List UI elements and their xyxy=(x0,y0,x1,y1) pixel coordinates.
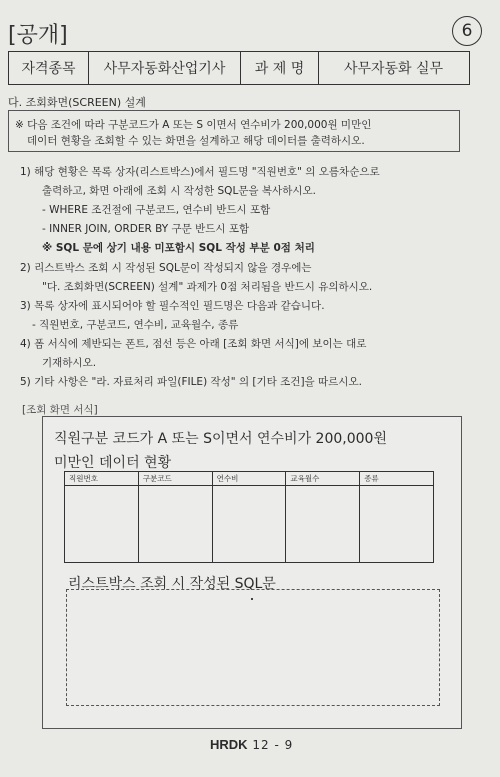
listbox-column xyxy=(286,472,360,562)
footer xyxy=(210,737,293,752)
sql-label: 리스트박스 조회 시 작성된 SQL문 xyxy=(68,576,276,592)
instruction-item: 1) 해당 현황은 목록 상자(리스트박스)에서 필드명 "직원번호" 의 오름차순으로 xyxy=(20,166,380,178)
listbox-column xyxy=(360,472,433,562)
cursor-dot xyxy=(251,598,253,600)
notice-box xyxy=(8,110,460,152)
header-cell-task-label: 과 제 명 xyxy=(241,52,319,84)
header-cell-task-value: 사무자동화 실무 xyxy=(343,61,444,77)
listbox-column xyxy=(65,472,139,562)
listbox-column xyxy=(213,472,287,562)
column-header: 직원번호 xyxy=(65,472,138,486)
listbox-table[interactable] xyxy=(64,471,434,563)
form-title-line2: 미만인 데이터 현황 xyxy=(54,455,172,471)
instruction-item: 2) 리스트박스 조회 시 작성된 SQL문이 작성되지 않을 경우에는 xyxy=(20,262,312,274)
form-title-line1: 직원구분 코드가 A 또는 S이면서 연수비가 200,000원 xyxy=(54,431,387,447)
listbox-column xyxy=(139,472,213,562)
sql-textbox[interactable] xyxy=(66,589,440,706)
hrdk-logo: HRDK xyxy=(210,737,248,752)
page-number-circle xyxy=(452,16,482,46)
instruction-item: ※ SQL 문에 상기 내용 미포함시 SQL 작성 부분 0점 처리 xyxy=(42,242,315,254)
instruction-item: - 직원번호, 구분코드, 연수비, 교육월수, 종류 xyxy=(32,319,239,331)
instruction-item: 기재하시오. xyxy=(42,357,97,369)
header-cell-qualification-value: 사무자동화산업기사 xyxy=(89,52,241,84)
public-label: [공개] xyxy=(8,23,68,48)
column-header: 연수비 xyxy=(213,472,286,486)
page-number: 6 xyxy=(461,21,473,41)
section-title: 다. 조회화면(SCREEN) 설계 xyxy=(8,96,146,109)
instruction-item: 출력하고, 화면 아래에 조회 시 작성한 SQL문을 복사하시오. xyxy=(42,185,316,197)
column-header: 종류 xyxy=(360,472,433,486)
instruction-item: - INNER JOIN, ORDER BY 구문 반드시 포함 xyxy=(42,223,250,235)
form-label: [조회 화면 서식] xyxy=(22,404,98,416)
instruction-item: 3) 목록 상자에 표시되어야 할 필수적인 필드명은 다음과 같습니다. xyxy=(20,300,325,312)
header-table xyxy=(8,51,470,85)
footer-page: 12 - 9 xyxy=(252,738,294,752)
instruction-item: "다. 조회화면(SCREEN) 설계" 과제가 0점 처리됨을 반드시 유의하시오. xyxy=(42,281,373,293)
column-header: 교육월수 xyxy=(286,472,359,486)
instruction-item: 4) 폼 서식에 제반되는 폰트, 점선 등은 아래 [조회 화면 서식]에 보이는 대로 xyxy=(20,338,367,350)
instruction-item: - WHERE 조건절에 구분코드, 연수비 반드시 포함 xyxy=(42,204,271,216)
notice-line: ※ 다음 조건에 따라 구분코드가 A 또는 S 이면서 연수비가 200,000원 미만인 xyxy=(15,119,372,131)
instruction-item: 5) 기타 사항은 "라. 자료처리 파일(FILE) 작성" 의 [기타 조건]을 따르시오. xyxy=(20,376,362,388)
notice-line: 데이터 현황을 조회할 수 있는 화면을 설계하고 해당 데이터를 출력하시오. xyxy=(27,135,365,147)
column-header: 구분코드 xyxy=(139,472,212,486)
header-cell-qualification-label: 자격종목 xyxy=(9,52,89,84)
